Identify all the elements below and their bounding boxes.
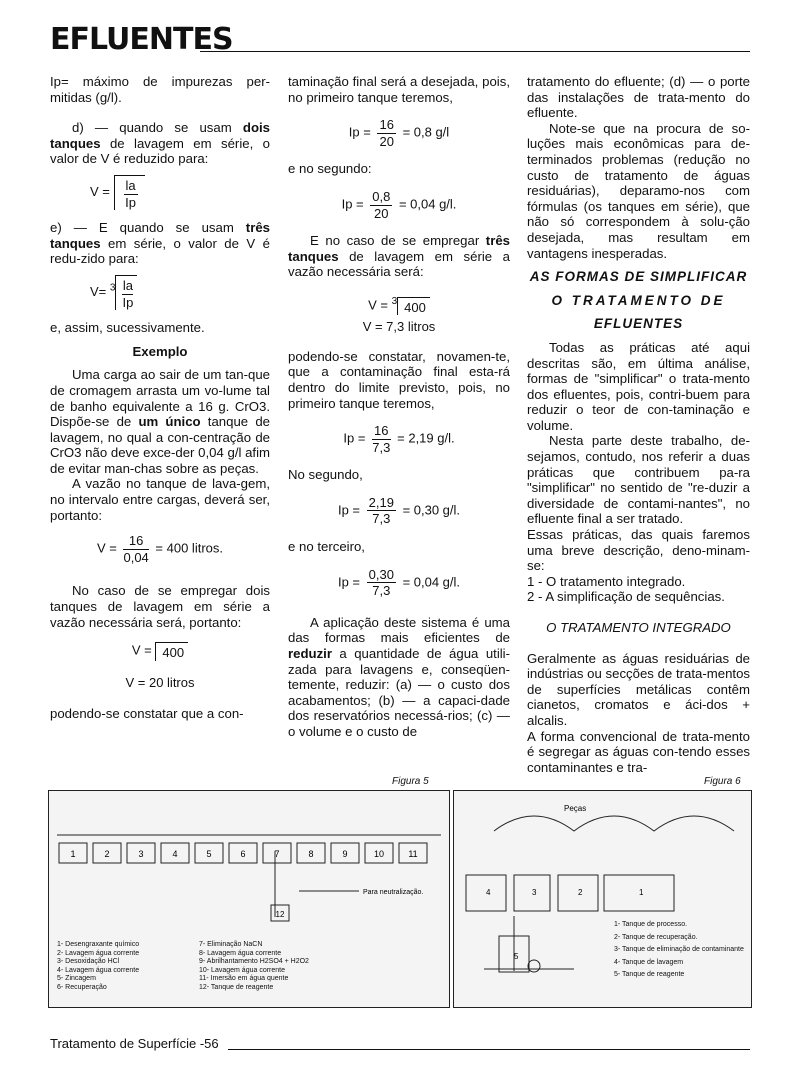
legend-item: 3- Tanque de eliminação de contaminante bbox=[614, 946, 744, 953]
tank-label: 2 bbox=[104, 849, 110, 859]
tank-label: 8 bbox=[308, 849, 314, 859]
paragraph: A vazão no tanque de lava-gem, no intervalo entre cargas, deverá ser, portanto: bbox=[50, 476, 270, 523]
paragraph: e no segundo: bbox=[288, 161, 372, 177]
legend-item: 5- Tanque de reagente bbox=[614, 971, 685, 978]
paragraph: E no caso de se empregar três tanques de lavagem em série a vazão necessária será: bbox=[288, 233, 510, 280]
paragraph: Todas as práticas até aqui descritas são, em última análise, formas de "simplificar" o trata-mento dos efluentes, pois, contri-buem para reduzir o teor de con-taminação e volume. bbox=[527, 339, 750, 433]
section-heading: AS FORMAS DE SIMPLIFICAR bbox=[529, 269, 748, 285]
parts-label: Peças bbox=[564, 804, 587, 813]
figure-5-label: Figura 5 bbox=[392, 776, 429, 787]
tank-label: 1 bbox=[70, 849, 76, 859]
header-rule bbox=[200, 51, 750, 52]
paragraph: e no terceiro, bbox=[288, 539, 365, 555]
tank-label: 3 bbox=[138, 849, 144, 859]
tank-label: 6 bbox=[240, 849, 246, 859]
figure-5-legend-right bbox=[199, 941, 309, 992]
section-heading: O TRATAMENTO INTEGRADO bbox=[546, 620, 731, 635]
subheading: Exemplo bbox=[132, 343, 188, 359]
paragraph: podendo-se constatar, novamen-te, que a contaminação final esta-rá dentro do limite previsto, pois, no primeiro tanque teremos, bbox=[288, 348, 510, 411]
figure-6-legend bbox=[614, 921, 744, 984]
equation: V= $^3$ $\frac{la}{Ip}$ bbox=[90, 275, 270, 310]
paragraph: taminação final será a desejada, pois, no primeiro tanque teremos, bbox=[288, 74, 510, 105]
paragraph: Nesta parte deste trabalho, de-sejamos, contudo, nos referir a duas práticas que contribuem pa-ra "simplificar" no sentido de "re-duzir a diversidade de contami-nantes", no efluente final a ser tratado. bbox=[527, 433, 750, 527]
legend-item: 9- Abrilhantamento H2SO4 + H2O2 bbox=[199, 958, 309, 965]
paragraph: e, assim, sucessivamente. bbox=[50, 320, 205, 336]
figure-5-diagram bbox=[48, 790, 450, 1008]
tank-label: 10 bbox=[373, 849, 385, 859]
paragraph: No caso de se empregar dois tanques de lavagem em série a vazão necessária será, portanto: bbox=[50, 583, 270, 630]
paragraph: Uma carga ao sair de um tan-que de cromagem arrasta um vo-lume tal de banho equivalente a 16 g. CrO3. Dispõe-se de um único tanque de lavagem, no qual a con-centração de CrO3 não deve exce-der 0,04 g/l afim de evitar man-chas sobre as peças. bbox=[50, 367, 270, 476]
list-item: 1 - O tratamento integrado. bbox=[527, 573, 686, 589]
legend-item: 3- Desoxidação HCl bbox=[57, 958, 120, 965]
tank-12-label: 12 bbox=[275, 910, 285, 919]
legend-item: 4- Lavagem água corrente bbox=[57, 966, 140, 974]
paragraph: Note-se que na procura de so-luções mais econômicas para de-terminados problemas (redução no custo de tratamento de águas residuárias), deparamo-nos com fórmulas (os tanques em série), que não só correspondem à solu-ção desejada, mas resultam em vantagens inesperadas. bbox=[527, 120, 750, 261]
section-heading: EFLUENTES bbox=[593, 316, 684, 332]
column-2 bbox=[288, 74, 510, 740]
footer-text: Tratamento de Superfície -56 bbox=[50, 1036, 219, 1051]
paragraph: A forma convencional de trata-mento é segregar as águas con-tendo esses contaminantes e tra- bbox=[527, 728, 750, 775]
paragraph: Geralmente as águas residuárias de indústrias ou secções de trata-mentos de superfícies metálicas contêm cianetos, cromatos e áci-dos + alcalis. bbox=[527, 650, 750, 728]
paragraph: A aplicação deste sistema é uma das formas mais eficientes de reduzir a quantidade de água utili-zada para lavagens e, conseqüen-temente, reduzir: (a) — o custo dos acabamentos; (b) — a capaci-dade dos reservatórios necessá-rios; (c) — o volume e o custo de bbox=[288, 614, 510, 739]
equation: V = 400 bbox=[50, 642, 270, 661]
column-1 bbox=[50, 74, 270, 722]
section-title: EFLUENTES bbox=[50, 22, 233, 57]
figure-6-diagram bbox=[453, 790, 752, 1008]
equation: V = 20 litros bbox=[125, 674, 195, 690]
equation: Ip = $\frac{0,30}{7,3}$ = 0,04 g/l. bbox=[337, 566, 461, 599]
paragraph: podendo-se constatar que a con- bbox=[50, 706, 244, 722]
page-header bbox=[50, 22, 750, 58]
legend-item: 8- Lavagem água corrente bbox=[199, 949, 282, 957]
legend-item: 11- Imersão em água quente bbox=[199, 975, 289, 982]
list-item: 2 - A simplificação de sequências. bbox=[527, 589, 725, 605]
figures-row bbox=[48, 778, 750, 1026]
legend-item: 7- Eliminação NaCN bbox=[199, 941, 263, 948]
legend-item: 2- Tanque de recuperação. bbox=[614, 933, 698, 941]
tank-label: 3 bbox=[532, 888, 537, 897]
column-3 bbox=[527, 74, 750, 775]
tank-label: 11 bbox=[408, 849, 418, 859]
paragraph: e) — E quando se usam três tanques em série, o valor de V é redu-zido para: bbox=[50, 220, 270, 267]
paragraph: d) — quando se usam dois tanques de lavagem em série, o valor de V é reduzido para: bbox=[50, 120, 270, 167]
figure-5-legend-left bbox=[57, 941, 139, 992]
legend-item: 5- Zincagem bbox=[57, 975, 96, 982]
tank-label: 4 bbox=[486, 888, 491, 897]
equation: V = $\frac{la}{Ip}$ bbox=[90, 175, 270, 210]
paragraph: Essas práticas, das quais faremos uma breve descrição, deno-minam-se: bbox=[527, 527, 750, 574]
tank-label: 7 bbox=[274, 849, 280, 859]
tank-label: 5 bbox=[206, 849, 212, 859]
legend-item: 1- Desengraxante químico bbox=[57, 941, 140, 948]
legend-item: 6- Recuperação bbox=[57, 983, 107, 991]
paragraph: tratamento do efluente; (d) — o porte das instalações de trata-mento do efluente. bbox=[527, 74, 750, 121]
legend-item: 4- Tanque de lavagem bbox=[614, 958, 684, 966]
tank-label: 5 bbox=[514, 952, 519, 961]
footer-rule bbox=[228, 1049, 750, 1050]
tank-label: 4 bbox=[172, 849, 178, 859]
tank-label: 9 bbox=[342, 849, 348, 859]
equation: Ip = $\frac{16}{7,3}$ = 2,19 g/l. bbox=[343, 423, 455, 455]
figure-6-label: Figura 6 bbox=[704, 776, 741, 787]
neutralization-label: Para neutralização. bbox=[363, 889, 424, 896]
legend-item: 10- Lavagem água corrente bbox=[199, 966, 285, 974]
tank-label: 1 bbox=[639, 888, 644, 897]
equation: V = $^3$ 400 bbox=[288, 294, 510, 315]
equation: Ip = $\frac{16}{20}$ = 0,8 g/l bbox=[348, 117, 450, 149]
equation: Ip = $\frac{0,8}{20}$ = 0,04 g/l. bbox=[341, 188, 457, 221]
equation: V = 7,3 litros bbox=[362, 319, 436, 335]
legend-item: 1- Tanque de processo. bbox=[614, 921, 688, 928]
paragraph: Ip= máximo de impurezas per-mitidas (g/l). bbox=[50, 74, 270, 105]
tank-label: 2 bbox=[578, 888, 583, 897]
section-heading: O TRATAMENTO DE bbox=[551, 292, 726, 308]
paragraph: No segundo, bbox=[288, 467, 363, 483]
equation: V = $\frac{16}{0,04}$ = 400 litros. bbox=[96, 533, 223, 565]
legend-item: 12- Tanque de reagente bbox=[199, 983, 274, 991]
equation: Ip = $\frac{2,19}{7,3}$ = 0,30 g/l. bbox=[337, 494, 461, 527]
legend-item: 2- Lavagem água corrente bbox=[57, 949, 140, 957]
page-footer bbox=[50, 1036, 750, 1051]
